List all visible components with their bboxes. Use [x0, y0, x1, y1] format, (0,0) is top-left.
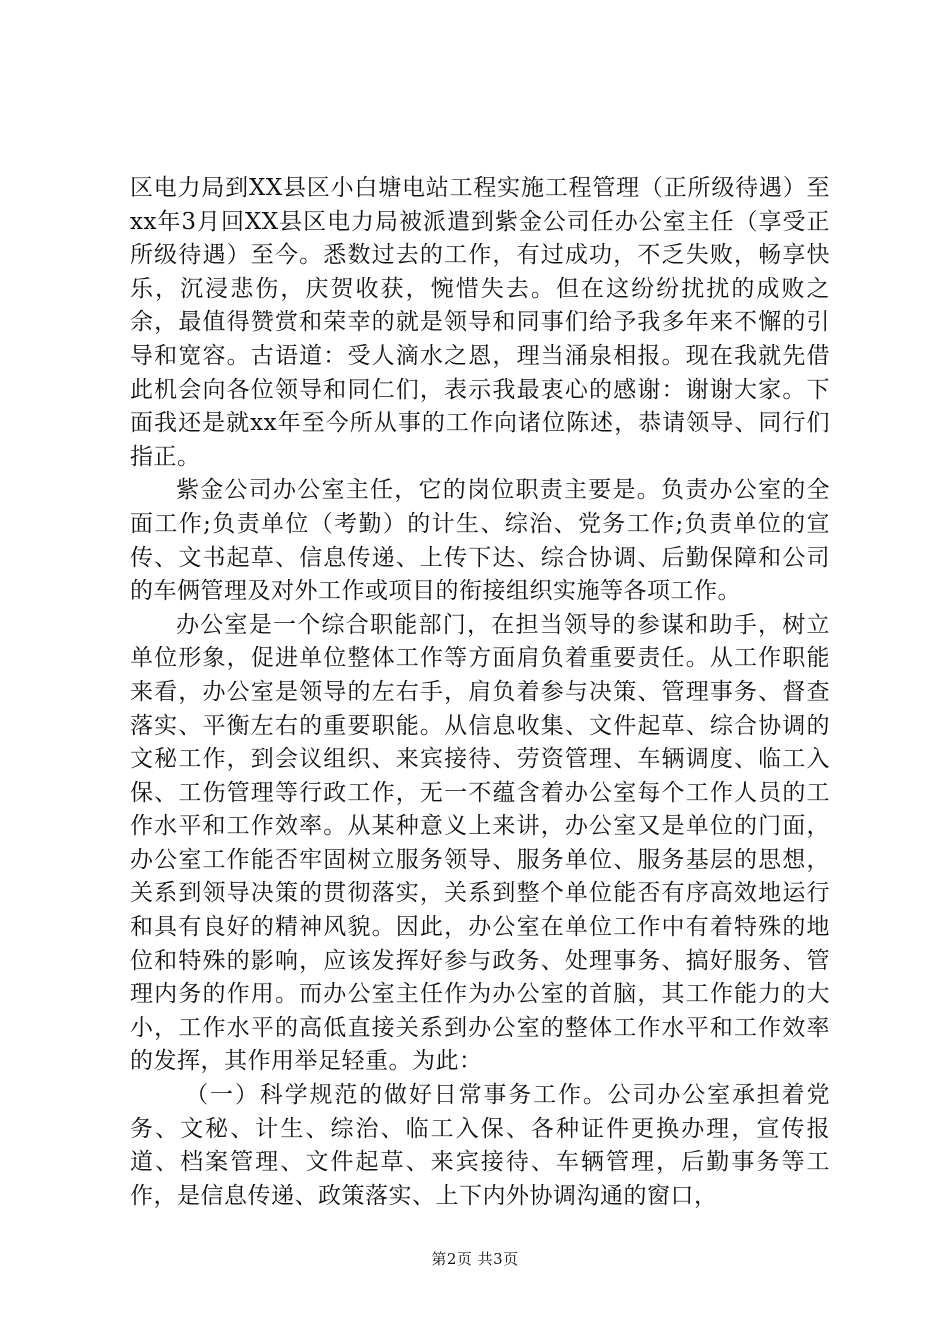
paragraph-continuation: 区电力局到XX县区小白塘电站工程实施工程管理（正所级待遇）至xx年3月回XX县区电力局被派遣到紫金公司任办公室主任（享受正所级待遇）至今。悉数过去的工作，有过成功，不乏失败，畅享快乐，沉浸悲伤，庆贺收获，惋惜失去。但在这纷纷扰扰的成败之余，最值得赞赏和荣幸的就是领导和同事们给予我多年来不懈的引导和宽容。古语道：受人滴水之恩，理当涌泉相报。现在我就先借此机会向各位领导和同仁们，表示我最衷心的感谢：谢谢大家。下面我还是就xx年至今所从事的工作向诸位陈述，恭请领导、同行们指正。 [130, 175, 830, 470]
paragraph-office-role: 办公室是一个综合职能部门，在担当领导的参谋和助手，树立单位形象，促进单位整体工作等方面肩负着重要责任。从工作职能来看，办公室是领导的左右手，肩负着参与决策、管理事务、督查落实、平衡左右的重要职能。从信息收集、文件起草、综合协调的文秘工作，到会议组织、来宾接待、劳资管理、车辆调度、临工入保、工伤管理等行政工作，无一不蕴含着办公室每个工作人员的工作水平和工作效率。从某种意义上来讲，办公室又是单位的门面，办公室工作能否牢固树立服务领导、服务单位、服务基层的思想，关系到领导决策的贯彻落实，关系到整个单位能否有序高效地运行和具有良好的精神风貌。因此，办公室在单位工作中有着特殊的地位和特殊的影响，应该发挥好参与政务、处理事务、搞好服务、管理内务的作用。而办公室主任作为办公室的首脑，其工作能力的大小，工作水平的高低直接关系到办公室的整体工作水平和工作效率的发挥，其作用举足轻重。为此： [130, 611, 830, 1075]
document-body [130, 172, 830, 1213]
page-number-footer: 第2页 共3页 [431, 1250, 519, 1268]
paragraph-section-one: （一）科学规范的做好日常事务工作。公司办公室承担着党务、文秘、计生、综治、临工入保、各种证件更换办理，宣传报道、档案管理、文件起草、来宾接待、车辆管理，后勤事务等工作，是信息传递、政策落实、上下内外协调沟通的窗口， [130, 1082, 830, 1209]
paragraph-job-duties: 紫金公司办公室主任，它的岗位职责主要是。负责办公室的全面工作;负责单位（考勤）的计生、综治、党务工作;负责单位的宣传、文书起草、信息传递、上传下达、综合协调、后勤保障和公司的车俩管理及对外工作或项目的衔接组织实施等各项工作。 [130, 477, 830, 605]
